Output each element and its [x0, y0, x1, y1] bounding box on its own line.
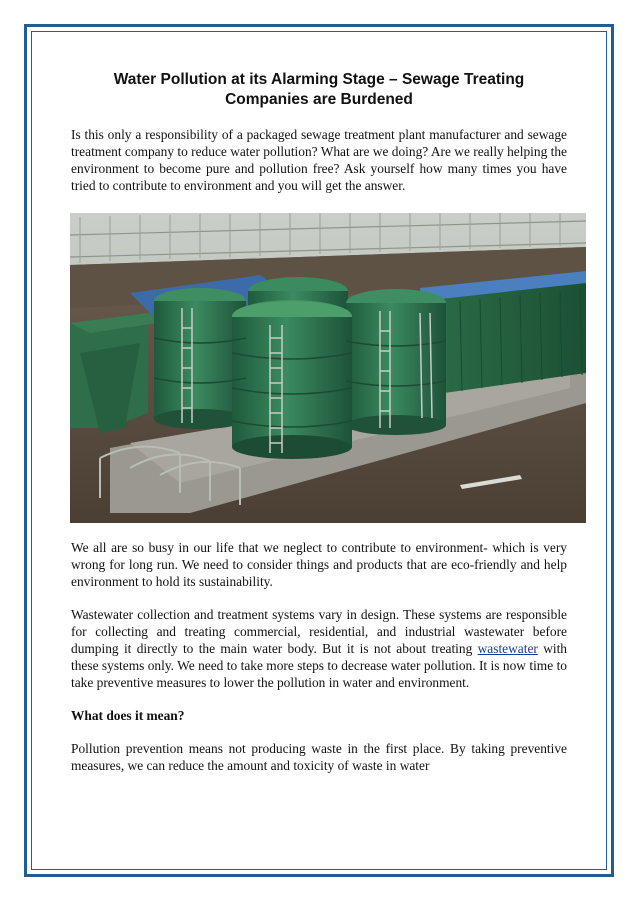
paragraph-wastewater-text-1: Wastewater collection and treatment systems vary in design. These systems are responsible for collecting and treating commercial, residential, and industrial wastewater before dumping it directly to the main water body. But it is not about treating [71, 607, 567, 656]
document-title: Water Pollution at its Alarming Stage – Sewage Treating Companies are Burdened [113, 71, 525, 108]
sewage-treatment-plant-photo [70, 213, 586, 523]
document-body [71, 70, 567, 774]
paragraph-intro: Is this only a responsibility of a packaged sewage treatment plant manufacturer and sewage treatment company to reduce water pollution? What are we doing? Are we really helping the environment to become pure and pollution free? Ask yourself how many times you have tried to contribute to environment and you will get the answer. [71, 127, 567, 193]
paragraph-pollution-prevention: Pollution prevention means not producing waste in the first place. By taking preventive measures, we can reduce the amount and toxicity of waste in water [71, 741, 567, 773]
paragraph-eco-friendly: We all are so busy in our life that we neglect to contribute to environment- which is very wrong for long run. We need to consider things and products that are eco-friendly and help environment to hold its sustainability. [71, 540, 567, 589]
paragraph-wastewater-systems [71, 606, 567, 691]
paragraph-wastewater-text-2: with these systems only. We need to take more steps to decrease water pollution. It is now time to take preventive measures to lower the pollution in water and environment. [71, 641, 567, 690]
wastewater-link[interactable]: wastewater [477, 641, 538, 656]
section-heading-what-does-it-mean: What does it mean? [71, 708, 185, 723]
